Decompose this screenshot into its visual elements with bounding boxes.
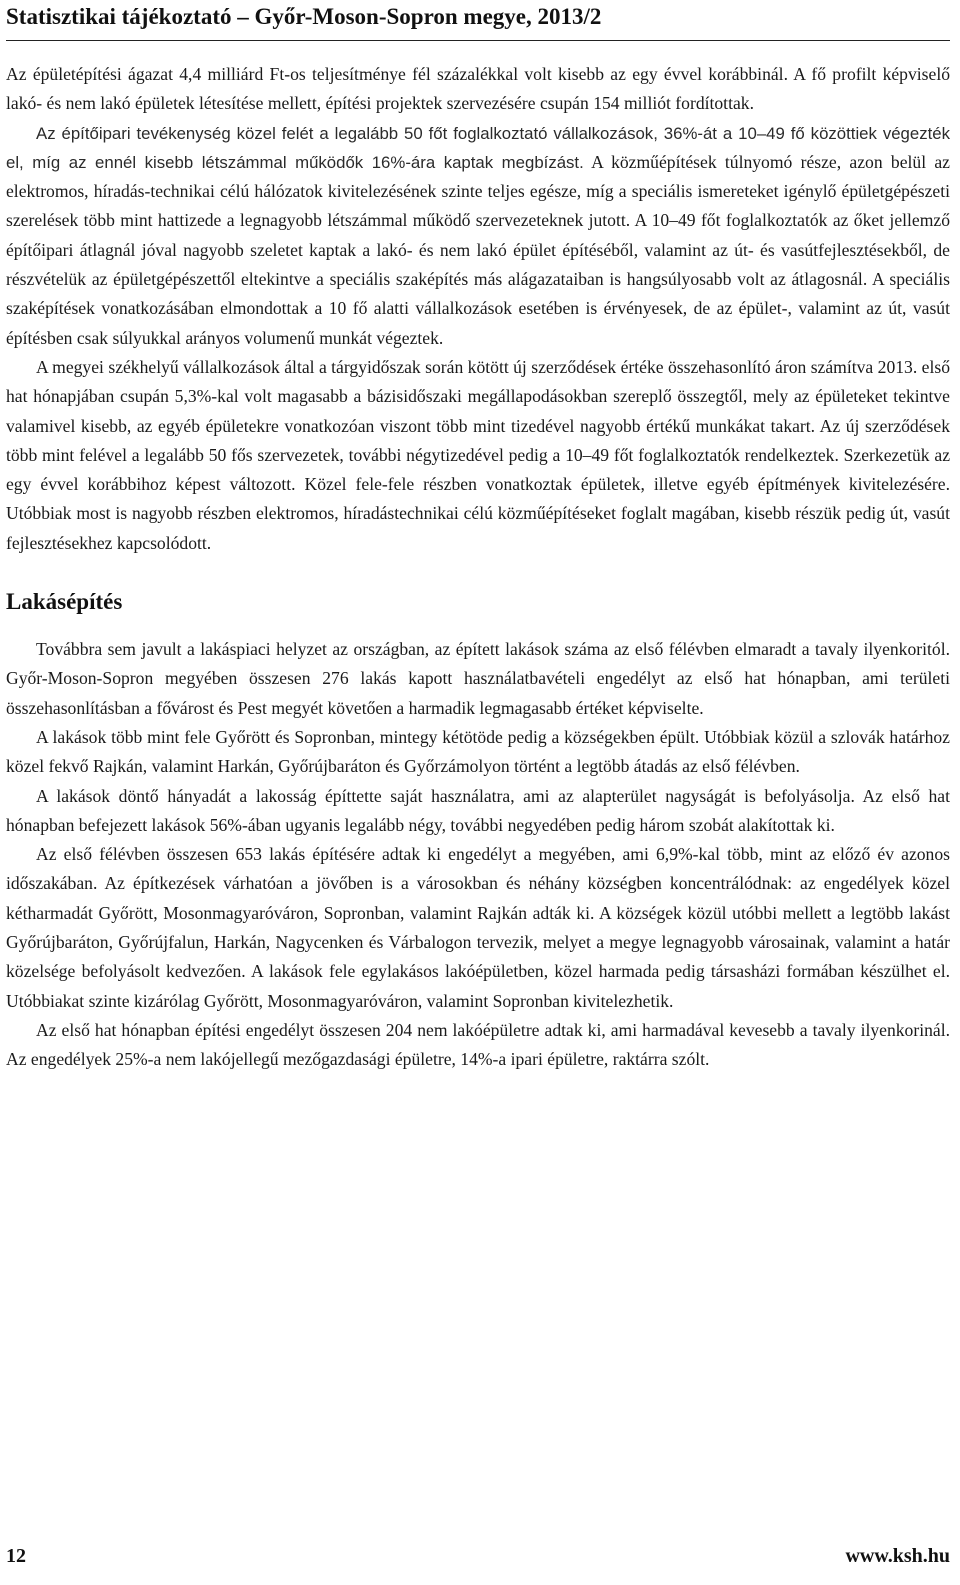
paragraph-new-contracts: A megyei székhelyű vállalkozások által a tárgyidőszak során kötött új szerződések értéke összehasonlító áron számítva 2013. első hat hónapjában csupán 5,3%-kal volt magasabb a bázisidőszaki megállapodásokban szereplő összegtől, mely az épületeket tekintve valamivel kisebb, az egyéb épületekre vonatkozóan viszont több mint tizedével nagyobb értékű munkákat takart. Az új szerződések több mint felével a legalább 50 fős szervezetek, további négytizedével pedig a 10–49 főt foglalkoztatók rendelkeztek. Szerkezetük az egy évvel korábbihoz képest változott. Közel fele-fele részben vonatkoztak épületek, illetve egyéb építmények kivitelezésére. Utóbbiak most is nagyobb részben elektromos, híradástechnikai célú közműépítéseket foglalt magában, kisebb részük pedig út, vasút fejlesztésekhez kapcsolódott.: [6, 356, 950, 553]
paragraph-building-construction: Az épületépítési ágazat 4,4 milliárd Ft-os teljesítménye fél százalékkal volt kisebb az egy évvel korábbinál. A fő profilt képviselő lakó- és nem lakó épületek létesítése mellett, építési projektek szervezésére csupán 154 milliót fordítottak.: [6, 64, 950, 114]
page-number: 12: [6, 1545, 26, 1567]
paragraph-building-permits: Az első félévben összesen 653 lakás építésére adtak ki engedélyt a megyében, ami 6,9%-kal több, mint az előző év azonos időszakában. Az építkezések várhatóan a jövőben is a városokban és néhány községben koncentrálódnak: az engedélyek közel kétharmadát Győrött, Mosonmagyaróváron, Sopronban, valamint Rajkán adták ki. A községek közül utóbbi mellett a legtöbb lakást Győrújbaráton, Győrújfalun, Harkán, Nagycenken és Várbalogon tervezik, melyet a megye legnagyobb városainak, valamint a határ közelsége befolyásolt kedvezően. A lakások fele egylakásos lakóépületben, közel harmada pedig társasházi formában készülhet el. Utóbbiakat szinte kizárólag Győrött, Mosonmagyaróváron, valamint Sopronban kivitelezhetik.: [6, 844, 950, 1011]
paragraph-housing-rooms: A lakások döntő hányadát a lakosság építtette saját használatra, ami az alapterület nagyságát is befolyásolja. Az első hat hónapban befejezett lakások 56%-ában ugyanis legalább négy, további negyedében pedig három szobát alakítottak ki.: [6, 785, 950, 835]
paragraph-enterprise-size: [6, 119, 950, 353]
document-body: [6, 60, 950, 1075]
paragraph-housing-locations: A lakások több mint fele Győrött és Sopronban, mintegy kétötöde pedig a községekben épült. Utóbbiak közül a szlovák határhoz közel fekvő Rajkán, valamint Harkán, Győrújbaráton és Győrzámolyon történt a legtöbb átadás az első félévben.: [6, 726, 950, 777]
section-heading-housing: Lakásépítés: [6, 589, 123, 615]
paragraph-non-residential-permits: Az első hat hónapban építési engedélyt összesen 204 nem lakóépületre adtak ki, ami harmadával kevesebb a tavaly ilyenkorinál. Az engedélyek 25%-a nem lakójellegű mezőgazdasági épületre, 14%-a ipari épületre, raktárra szólt.: [6, 1019, 950, 1070]
paragraph-housing-market: Továbbra sem javult a lakáspiaci helyzet az országban, az épített lakások száma az első félévben elmaradt a tavaly ilyenkoritól. Győr-Moson-Sopron megyében összesen 276 lakás kapott használatbavételi engedélyt az első hat hónapban, ami területi összehasonlításban a fővárost és Pest megyét követően a harmadik legmagasabb értéket képviselte.: [6, 639, 950, 718]
paragraph-enterprise-size-intro: Az építőipari tevékenység közel felét a legalább 50 főt foglalkoztató vállalkozások, 36%-át a 10–49 fő közöttiek végezték el, míg az ennél kisebb létszámmal működők 16%-ára kaptak megbízást.: [6, 123, 950, 172]
publication-title: Statisztikai tájékoztató – Győr-Moson-Sopron megye, 2013/2: [6, 4, 602, 29]
page-footer: [6, 1541, 950, 1577]
ksh-website-link[interactable]: www.ksh.hu: [845, 1545, 950, 1567]
page-header: [6, 0, 950, 41]
paragraph-enterprise-size-details: A közműépítések túlnyomó része, azon belül az elektromos, híradás-technikai célú hálózatok kivitelezésének szinte teljes egésze, míg a speciális ismereteket igénylő épületgépészeti szerelések több mint hattizede a legnagyobb létszámmal működő szervezeteknek jutott. A 10–49 főt foglalkoztatók az őket jellemző építőipari átlagnál jóval nagyobb szeletet kaptak a lakó- és nem lakó épület építéséből, valamint az út- és vasútfejlesztésekből, de részvételük az épületgépészettől eltekintve a speciális szaképítés más alágazataiban is hangsúlyosabb volt az átlagosnál. A speciális szaképítések vonatkozásában elmondottak a 10 fő alatti vállalkozások esetében is érvényesek, de az épület-, valamint az út, vasút építésben csak súlyukkal arányos volumenű munkát végeztek.: [6, 151, 950, 348]
